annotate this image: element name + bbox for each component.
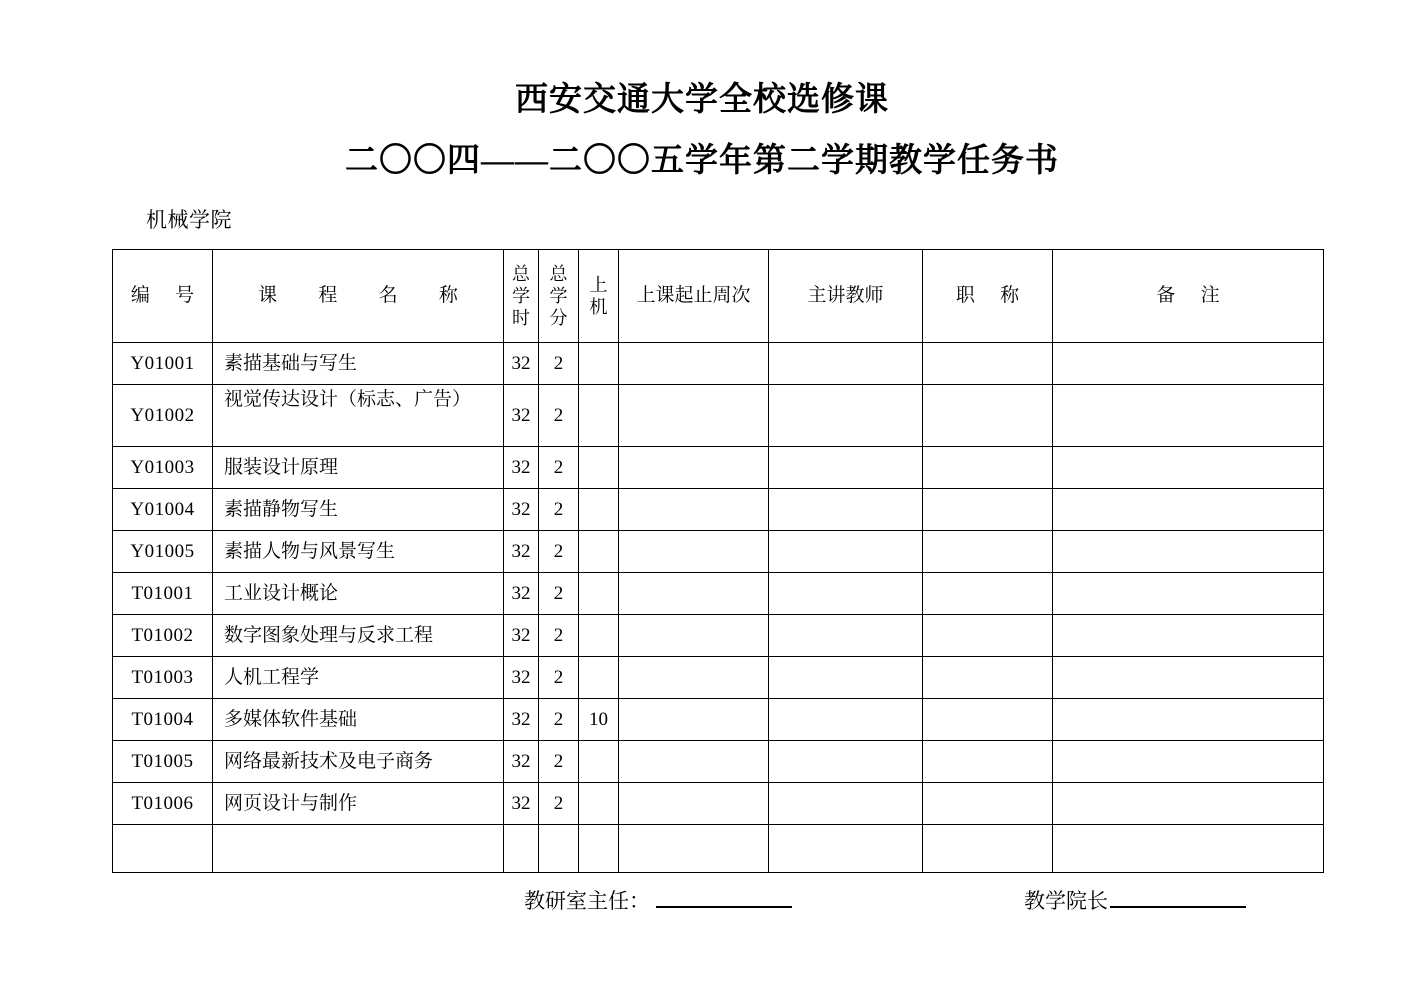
cell-course-name-text: 工业设计概论 — [224, 582, 339, 604]
table-row — [113, 657, 1324, 699]
column-header-job-title — [923, 250, 1053, 343]
cell-weeks[interactable] — [619, 385, 769, 447]
cell-total-credits-text: 2 — [553, 624, 564, 646]
cell-remark[interactable] — [1053, 615, 1324, 657]
page-title: 西安交通大学全校选修课 — [515, 82, 889, 118]
cell-weeks[interactable] — [619, 489, 769, 531]
cell-total-credits[interactable] — [539, 385, 579, 447]
cell-total-credits[interactable] — [539, 741, 579, 783]
cell-teacher[interactable] — [769, 699, 923, 741]
cell-total-credits[interactable] — [539, 657, 579, 699]
cell-teacher[interactable] — [769, 531, 923, 573]
cell-course-name[interactable] — [213, 489, 504, 531]
cell-total-credits[interactable] — [539, 447, 579, 489]
cell-total-hours[interactable] — [504, 343, 539, 385]
cell-total-credits[interactable] — [539, 783, 579, 825]
cell-job-title[interactable] — [923, 783, 1053, 825]
cell-lab-hours[interactable] — [579, 343, 619, 385]
cell-teacher[interactable] — [769, 447, 923, 489]
page-subtitle: 二〇〇四——二〇〇五学年第二学期教学任务书 — [345, 143, 1059, 179]
dean-signature-line[interactable] — [1110, 888, 1246, 908]
cell-job-title[interactable] — [923, 489, 1053, 531]
column-header-weeks-label: 上课起止周次 — [636, 285, 751, 306]
cell-course-name[interactable] — [213, 385, 504, 447]
table-row — [113, 385, 1324, 447]
cell-total-credits-text: 2 — [553, 582, 564, 604]
cell-course-name[interactable] — [213, 615, 504, 657]
cell-total-hours-text: 32 — [511, 352, 531, 374]
cell-job-title[interactable] — [923, 447, 1053, 489]
cell-weeks[interactable] — [619, 741, 769, 783]
column-header-total-hours — [504, 250, 539, 343]
cell-remark[interactable] — [1053, 489, 1324, 531]
cell-weeks[interactable] — [619, 699, 769, 741]
cell-course-name[interactable] — [213, 741, 504, 783]
column-header-course-name — [213, 250, 504, 343]
column-header-code-label: 编 号 — [130, 285, 205, 306]
table-row — [113, 573, 1324, 615]
table-row — [113, 741, 1324, 783]
cell-total-credits[interactable] — [539, 343, 579, 385]
column-header-total-credits-label: 总学分 — [549, 264, 568, 328]
cell-lab-hours[interactable] — [579, 699, 619, 741]
cell-total-hours[interactable] — [504, 783, 539, 825]
cell-remark[interactable] — [1053, 343, 1324, 385]
cell-job-title[interactable] — [923, 531, 1053, 573]
cell-total-credits[interactable] — [539, 489, 579, 531]
dean-signature — [1024, 886, 1246, 916]
column-header-job-title-label: 职 称 — [955, 285, 1030, 306]
office-director-signature — [524, 886, 792, 916]
cell-total-credits-text: 2 — [553, 456, 564, 478]
cell-code[interactable] — [113, 615, 213, 657]
document-title-block — [0, 78, 1404, 184]
cell-code-text: Y01003 — [130, 456, 195, 478]
cell-total-hours-text: 32 — [511, 750, 531, 772]
cell-total-hours[interactable] — [504, 531, 539, 573]
cell-code[interactable] — [113, 447, 213, 489]
cell-remark[interactable] — [1053, 825, 1324, 873]
cell-teacher[interactable] — [769, 741, 923, 783]
cell-total-credits[interactable] — [539, 699, 579, 741]
table-row — [113, 825, 1324, 873]
course-table-wrapper — [112, 249, 1323, 873]
cell-teacher[interactable] — [769, 657, 923, 699]
column-header-remark — [1053, 250, 1324, 343]
course-table — [112, 249, 1324, 873]
cell-course-name-text: 素描静物写生 — [224, 498, 339, 520]
cell-course-name-text: 多媒体软件基础 — [224, 708, 358, 730]
cell-weeks[interactable] — [619, 447, 769, 489]
cell-weeks[interactable] — [619, 657, 769, 699]
cell-code[interactable] — [113, 783, 213, 825]
cell-code-text: T01004 — [131, 708, 194, 730]
cell-job-title[interactable] — [923, 573, 1053, 615]
cell-code[interactable] — [113, 531, 213, 573]
cell-code-text: T01005 — [131, 750, 194, 772]
office-director-signature-line[interactable] — [656, 888, 792, 908]
cell-code-text: Y01002 — [130, 404, 195, 426]
cell-teacher[interactable] — [769, 615, 923, 657]
cell-code[interactable] — [113, 573, 213, 615]
cell-weeks[interactable] — [619, 783, 769, 825]
cell-course-name[interactable] — [213, 343, 504, 385]
column-header-lab-hours-label: 上机 — [589, 275, 608, 317]
cell-remark[interactable] — [1053, 385, 1324, 447]
cell-total-hours-text: 32 — [511, 498, 531, 520]
cell-lab-hours[interactable] — [579, 615, 619, 657]
cell-course-name[interactable] — [213, 531, 504, 573]
cell-course-name[interactable] — [213, 783, 504, 825]
cell-lab-hours[interactable] — [579, 783, 619, 825]
cell-teacher[interactable] — [769, 573, 923, 615]
cell-total-hours-text: 32 — [511, 624, 531, 646]
cell-weeks[interactable] — [619, 343, 769, 385]
cell-total-credits-text: 2 — [553, 750, 564, 772]
cell-code[interactable] — [113, 699, 213, 741]
cell-weeks[interactable] — [619, 825, 769, 873]
cell-total-credits-text: 2 — [553, 352, 564, 374]
cell-weeks[interactable] — [619, 615, 769, 657]
cell-lab-hours[interactable] — [579, 447, 619, 489]
cell-remark[interactable] — [1053, 447, 1324, 489]
table-row — [113, 783, 1324, 825]
dean-label: 教学院长 — [1024, 889, 1108, 913]
cell-total-hours[interactable] — [504, 489, 539, 531]
cell-teacher[interactable] — [769, 343, 923, 385]
cell-code-text: Y01001 — [130, 352, 195, 374]
cell-code[interactable] — [113, 657, 213, 699]
cell-teacher[interactable] — [769, 489, 923, 531]
cell-total-credits-text: 2 — [553, 540, 564, 562]
cell-code[interactable] — [113, 489, 213, 531]
cell-total-hours[interactable] — [504, 657, 539, 699]
table-row — [113, 531, 1324, 573]
column-header-total-credits — [539, 250, 579, 343]
cell-remark[interactable] — [1053, 657, 1324, 699]
cell-remark[interactable] — [1053, 783, 1324, 825]
department-label: 机械学院 — [146, 209, 232, 232]
cell-total-hours[interactable] — [504, 699, 539, 741]
cell-code-text: T01003 — [131, 666, 194, 688]
cell-course-name-text: 视觉传达设计（标志、广告） — [224, 389, 472, 410]
cell-code-text: T01001 — [131, 582, 194, 604]
cell-lab-hours[interactable] — [579, 489, 619, 531]
cell-job-title[interactable] — [923, 385, 1053, 447]
cell-code[interactable] — [113, 741, 213, 783]
cell-job-title[interactable] — [923, 615, 1053, 657]
cell-total-credits[interactable] — [539, 531, 579, 573]
cell-job-title[interactable] — [923, 699, 1053, 741]
cell-total-credits-text: 2 — [553, 404, 564, 426]
table-header-row — [113, 250, 1324, 343]
cell-total-hours-text: 32 — [511, 792, 531, 814]
column-header-teacher-label: 主讲教师 — [807, 285, 884, 306]
cell-job-title[interactable] — [923, 825, 1053, 873]
cell-course-name-text: 服装设计原理 — [224, 456, 339, 478]
table-row — [113, 615, 1324, 657]
table-row — [113, 489, 1324, 531]
cell-remark[interactable] — [1053, 573, 1324, 615]
cell-job-title[interactable] — [923, 741, 1053, 783]
cell-lab-hours[interactable] — [579, 573, 619, 615]
cell-course-name-text: 人机工程学 — [224, 666, 320, 688]
cell-total-credits[interactable] — [539, 573, 579, 615]
cell-total-hours[interactable] — [504, 385, 539, 447]
cell-lab-hours[interactable] — [579, 741, 619, 783]
column-header-lab-hours — [579, 250, 619, 343]
cell-remark[interactable] — [1053, 741, 1324, 783]
cell-total-credits[interactable] — [539, 825, 579, 873]
cell-course-name-text: 素描人物与风景写生 — [224, 540, 396, 562]
cell-course-name[interactable] — [213, 825, 504, 873]
cell-total-hours[interactable] — [504, 741, 539, 783]
cell-code-text: T01002 — [131, 624, 194, 646]
column-header-remark-label: 备 注 — [1156, 285, 1230, 306]
course-table-body — [113, 250, 1324, 873]
cell-course-name-text: 网络最新技术及电子商务 — [224, 750, 434, 772]
cell-remark[interactable] — [1053, 699, 1324, 741]
cell-lab-hours[interactable] — [579, 657, 619, 699]
cell-total-credits-text: 2 — [553, 498, 564, 520]
cell-total-credits-text: 2 — [553, 666, 564, 688]
column-header-weeks — [619, 250, 769, 343]
cell-remark[interactable] — [1053, 531, 1324, 573]
cell-course-name-text: 数字图象处理与反求工程 — [224, 624, 434, 646]
cell-total-hours-text: 32 — [511, 404, 531, 426]
cell-course-name[interactable] — [213, 447, 504, 489]
cell-course-name[interactable] — [213, 573, 504, 615]
cell-teacher[interactable] — [769, 385, 923, 447]
column-header-course-name-label: 课 程 名 称 — [258, 285, 476, 306]
cell-teacher[interactable] — [769, 825, 923, 873]
cell-total-hours[interactable] — [504, 573, 539, 615]
office-director-label: 教研室主任： — [524, 889, 650, 913]
cell-lab-hours[interactable] — [579, 531, 619, 573]
cell-code[interactable] — [113, 343, 213, 385]
column-header-total-hours-label: 总学时 — [512, 264, 530, 328]
cell-total-hours-text: 32 — [511, 666, 531, 688]
cell-code[interactable] — [113, 385, 213, 447]
cell-code[interactable] — [113, 825, 213, 873]
table-row — [113, 447, 1324, 489]
cell-course-name-text: 网页设计与制作 — [224, 792, 358, 814]
table-row — [113, 343, 1324, 385]
cell-total-hours-text: 32 — [511, 540, 531, 562]
column-header-code — [113, 250, 213, 343]
cell-total-hours[interactable] — [504, 825, 539, 873]
cell-weeks[interactable] — [619, 531, 769, 573]
cell-job-title[interactable] — [923, 343, 1053, 385]
column-header-teacher — [769, 250, 923, 343]
cell-course-name-text: 素描基础与写生 — [224, 352, 358, 374]
cell-total-credits[interactable] — [539, 615, 579, 657]
cell-total-credits-text: 2 — [553, 792, 564, 814]
cell-lab-hours[interactable] — [579, 385, 619, 447]
cell-total-hours-text: 32 — [511, 456, 531, 478]
cell-course-name[interactable] — [213, 699, 504, 741]
cell-code-text: T01006 — [131, 792, 194, 814]
cell-lab-hours-text: 10 — [589, 708, 608, 730]
cell-total-credits-text: 2 — [553, 708, 564, 730]
cell-weeks[interactable] — [619, 573, 769, 615]
cell-course-name[interactable] — [213, 657, 504, 699]
cell-job-title[interactable] — [923, 657, 1053, 699]
cell-total-hours-text: 32 — [511, 582, 531, 604]
cell-total-hours[interactable] — [504, 447, 539, 489]
cell-code-text: Y01004 — [130, 498, 195, 520]
cell-total-hours-text: 32 — [511, 708, 531, 730]
cell-lab-hours[interactable] — [579, 825, 619, 873]
table-row — [113, 699, 1324, 741]
cell-code-text: Y01005 — [130, 540, 195, 562]
cell-teacher[interactable] — [769, 783, 923, 825]
cell-total-hours[interactable] — [504, 615, 539, 657]
